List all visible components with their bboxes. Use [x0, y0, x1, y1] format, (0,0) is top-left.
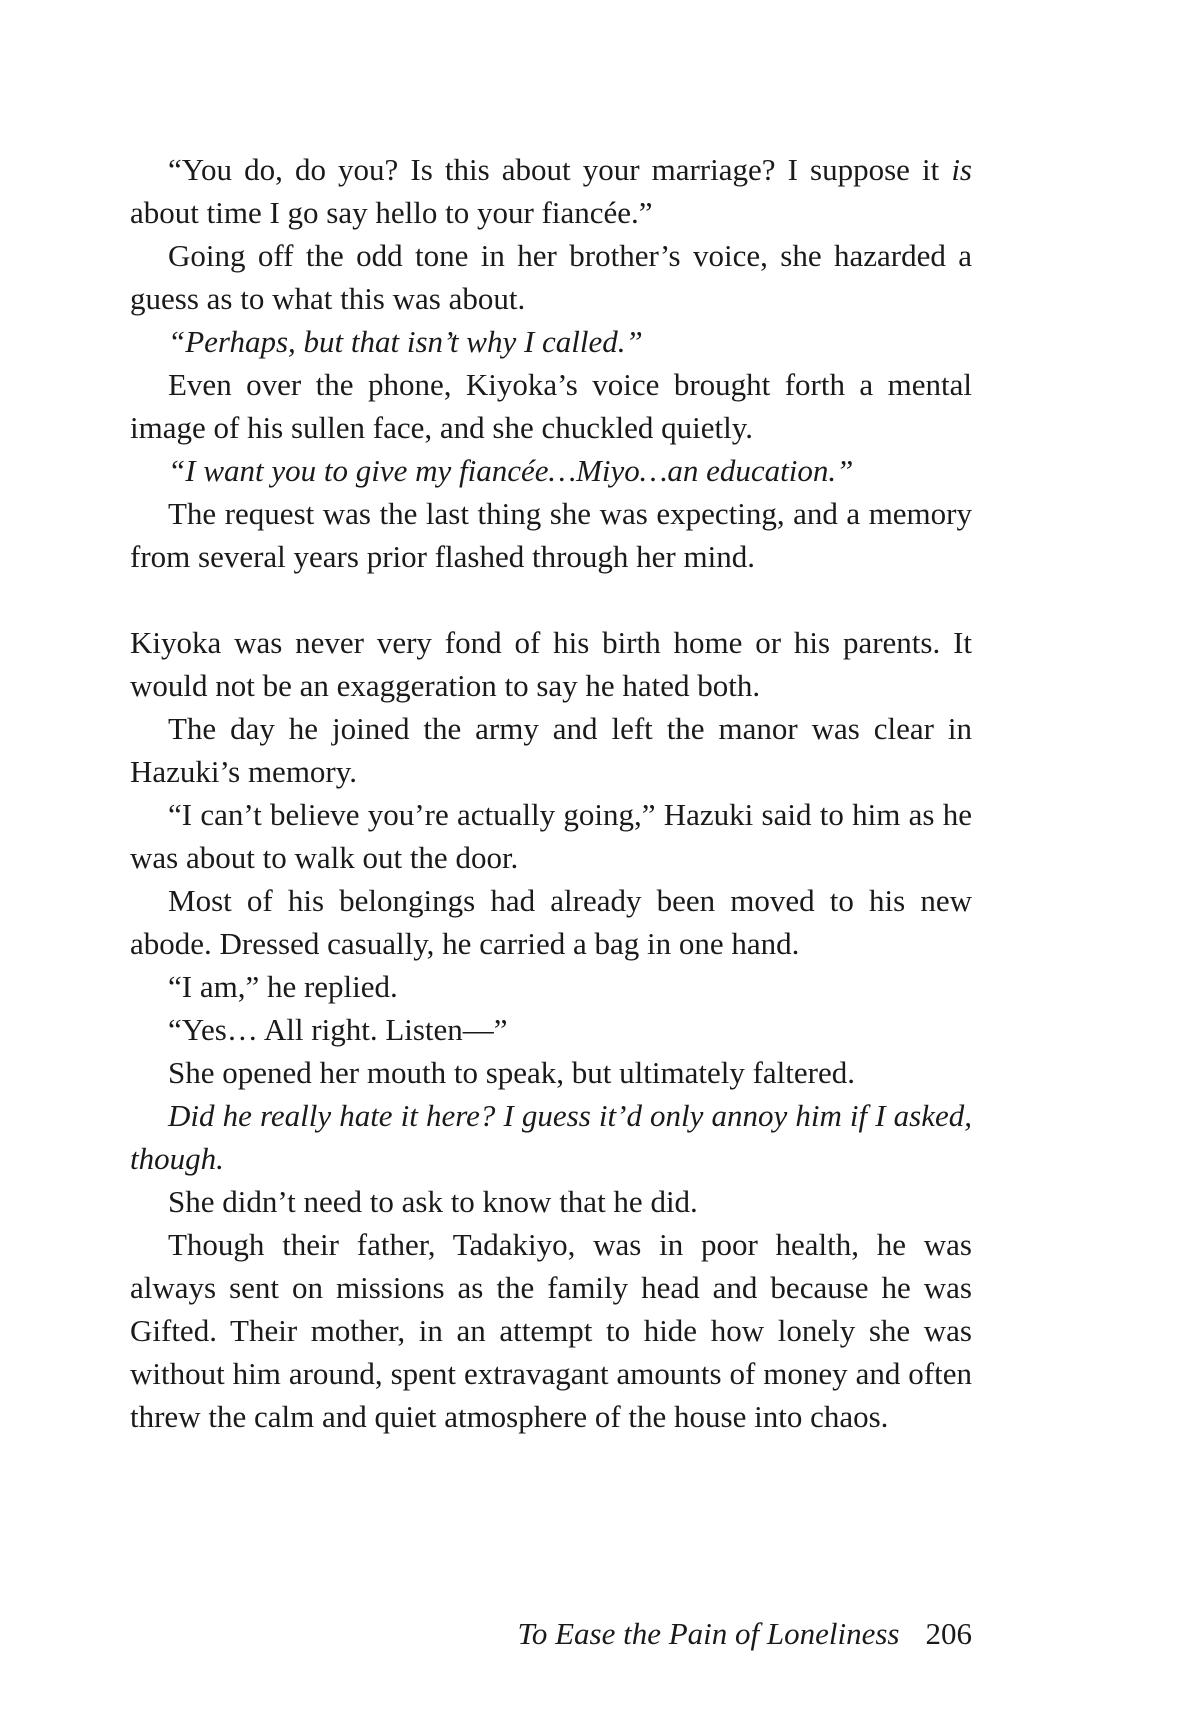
paragraph	[130, 707, 972, 793]
paragraph	[130, 879, 972, 965]
paragraph	[130, 793, 972, 879]
paragraph	[130, 148, 972, 234]
text-run: The request was the last thing she was expecting, and a memory from several years prior flashed through her mind.	[130, 496, 972, 574]
paragraph	[130, 449, 972, 492]
paragraph	[130, 234, 972, 320]
emphasized-text-run: “Perhaps, but that isn’t why I called.”	[168, 324, 643, 359]
text-run: Most of his belongings had already been moved to his new abode. Dressed casually, he carried a bag in one hand.	[130, 883, 972, 961]
page-number: 206	[925, 1616, 972, 1651]
paragraph	[130, 1008, 972, 1051]
emphasized-text-run: is	[951, 152, 972, 187]
paragraph	[130, 1223, 972, 1438]
paragraph	[130, 965, 972, 1008]
running-title: To Ease the Pain of Loneliness	[517, 1616, 900, 1651]
text-run: “You do, do you? Is this about your marriage? I suppose it	[168, 152, 952, 187]
text-run: Even over the phone, Kiyoka’s voice brought forth a mental image of his sullen face, and she chuckled quietly.	[130, 367, 972, 445]
text-run: Going off the odd tone in her brother’s voice, she hazarded a guess as to what this was about.	[130, 238, 972, 316]
text-run: Kiyoka was never very fond of his birth home or his parents. It would not be an exaggeration to say he hated both.	[130, 625, 972, 703]
paragraph	[130, 1051, 972, 1094]
paragraph	[130, 363, 972, 449]
text-run: about time I go say hello to your fiancée.”	[130, 195, 653, 230]
text-run: Though their father, Tadakiyo, was in poor health, he was always sent on missions as the family head and because he was Gifted. Their mother, in an attempt to hide how lonely she was without him around, spent extravagant amounts of money and often threw the calm and quiet atmosphere of the house into chaos.	[130, 1227, 972, 1434]
text-run: She opened her mouth to speak, but ultimately faltered.	[168, 1055, 855, 1090]
text-run: “Yes… All right. Listen—”	[168, 1012, 508, 1047]
body-text	[130, 148, 972, 1438]
emphasized-text-run: Did he really hate it here? I guess it’d only annoy him if I asked, though.	[130, 1098, 972, 1176]
emphasized-text-run: “I want you to give my fiancée…Miyo…an education.”	[168, 453, 854, 488]
page-footer	[130, 1612, 972, 1655]
text-run: “I am,” he replied.	[168, 969, 398, 1004]
paragraph	[130, 621, 972, 707]
paragraph	[130, 1094, 972, 1180]
text-run: She didn’t need to ask to know that he did.	[168, 1184, 698, 1219]
paragraph	[130, 1180, 972, 1223]
text-run: “I can’t believe you’re actually going,” Hazuki said to him as he was about to walk out the door.	[130, 797, 972, 875]
paragraph	[130, 492, 972, 578]
paragraph	[130, 320, 972, 363]
text-run: The day he joined the army and left the manor was clear in Hazuki’s memory.	[130, 711, 972, 789]
